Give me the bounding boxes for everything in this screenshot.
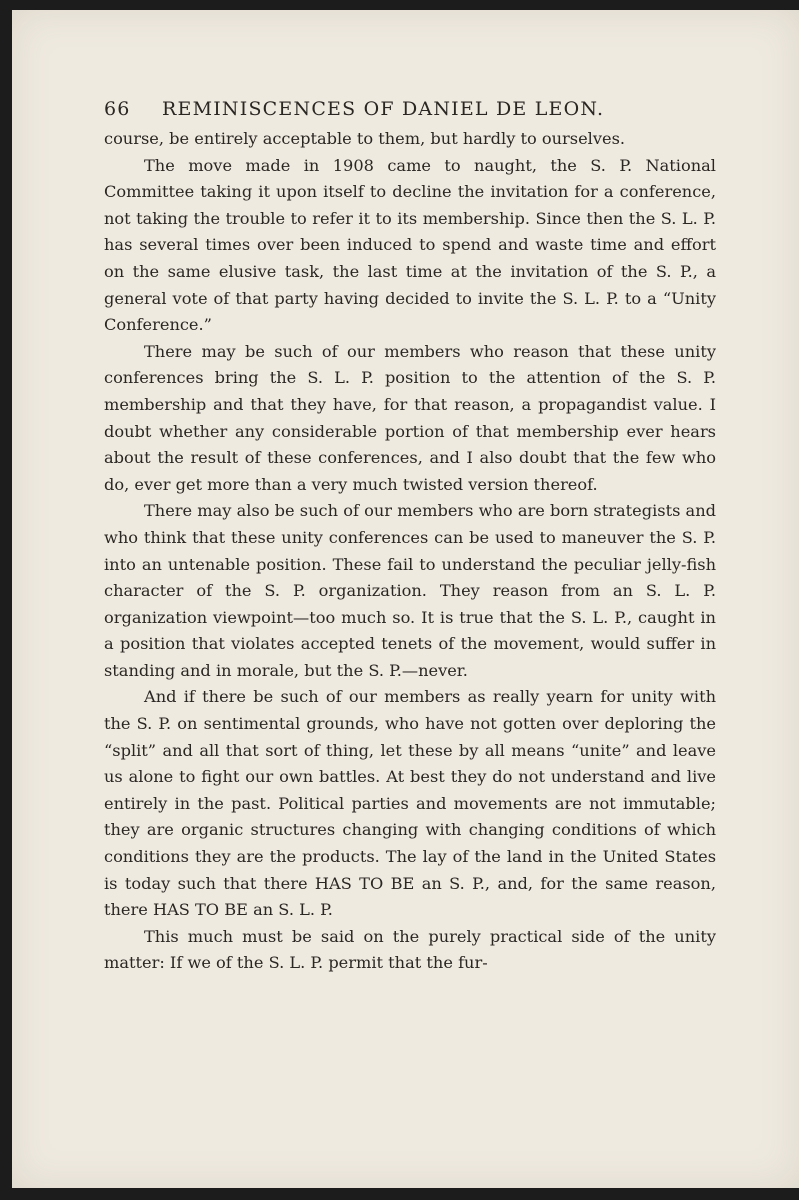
paragraph-4: There may also be such of our members who are born strategists and who think that these unity conferences can be used to maneuver the S. P. into an untenable position. These fail to understand the peculiar jelly-fish character of the S. P. organization. They reason from an S. L. P. organization viewpoint—too much so. It is true that the S. L. P., caught in a position that violates accepted tenets of the movement, would suffer in standing and in morale, but the S. P.—never.: [104, 501, 716, 680]
paragraph-3: There may be such of our members who reason that these unity conferences bring the S. L. P. position to the attention of the S. P. membership and that they have, for that reason, a propagandist value. I doubt whether any considerable portion of that membership ever hears about the result of these conferences, and I also doubt that the few who do, ever get more than a very much twisted version thereof.: [104, 341, 716, 494]
body-text: [104, 126, 716, 977]
paragraph-1: course, be entirely acceptable to them, but hardly to ourselves.: [104, 129, 626, 148]
page-content: [104, 92, 716, 977]
page-number: 66: [104, 98, 131, 120]
paragraph-5: And if there be such of our members as really yearn for unity with the S. P. on sentimental grounds, who have not gotten over deploring the “split” and all that sort of thing, let these by all means “unite” and leave us alone to fight our own battles. At best they do not understand and live entirely in the past. Political parties and movements are not immutable; they are organic structures changing with changing conditions of which conditions they are the products. The lay of the land in the United States is today such that there HAS TO BE an S. P., and, for the same reason, there HAS TO BE an S. L. P.: [104, 687, 716, 920]
paragraph-2: The move made in 1908 came to naught, the S. P. National Committee taking it upon itself to decline the invitation for a conference, not taking the trouble to refer it to its membership. Since then the S. L. P. has several times over been induced to spend and waste time and effort on the same elusive task, the last time at the invitation of the S. P., a general vote of that party having decided to invite the S. L. P. to a “Unity Conference.”: [104, 155, 716, 335]
running-title: REMINISCENCES OF DANIEL DE LEON.: [162, 98, 605, 120]
running-header: [104, 92, 716, 126]
paragraph-6: This much must be said on the purely practical side of the unity matter: If we of the S. L. P. permit that the fur-: [104, 926, 716, 973]
